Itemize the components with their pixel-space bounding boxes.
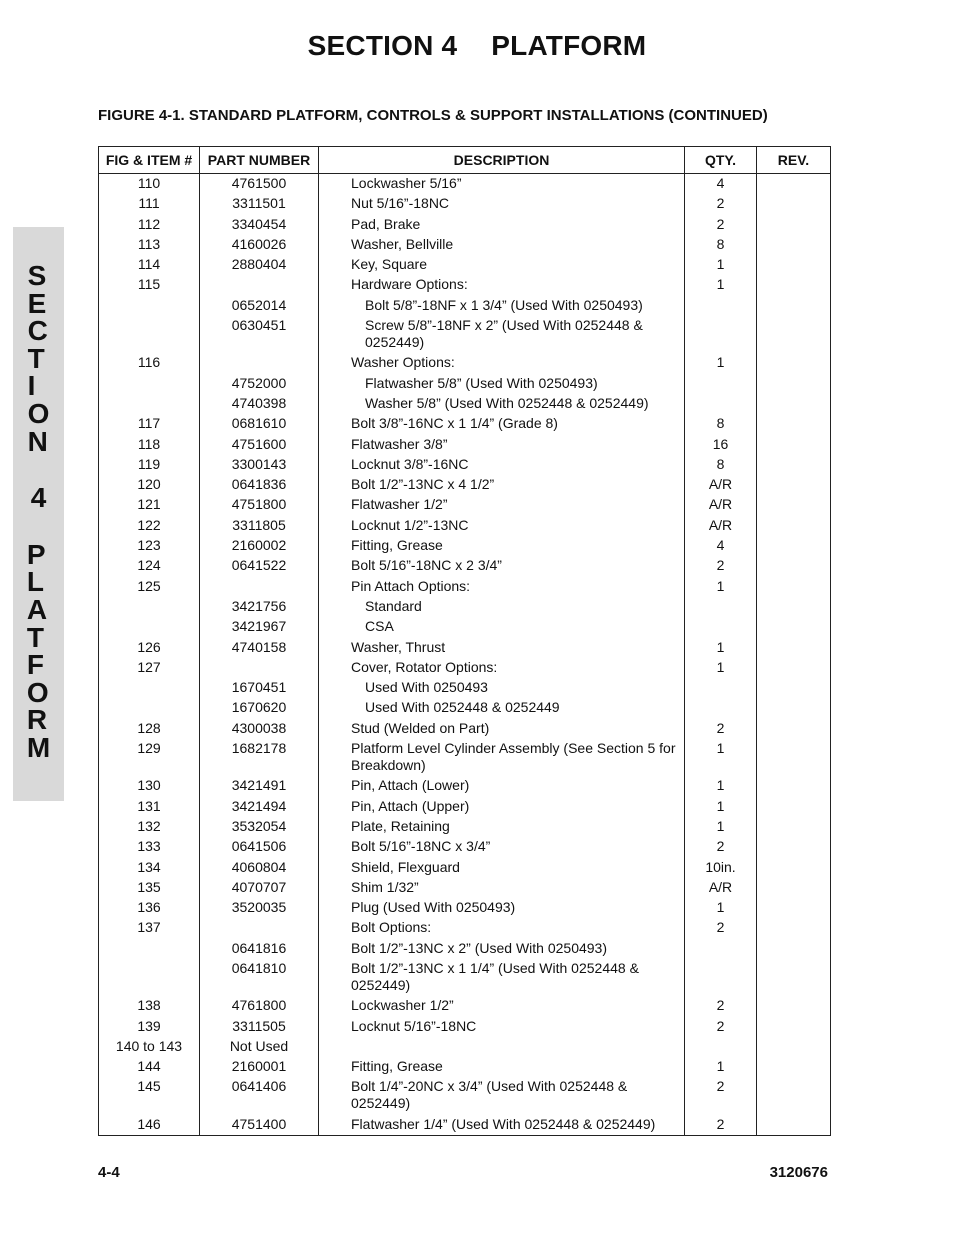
cell-fig-item: 137 — [99, 919, 200, 939]
cell-description: Washer, Bellville — [319, 236, 685, 256]
header-rev: REV. — [757, 147, 831, 174]
cell-part-number: 4761800 — [200, 997, 319, 1017]
cell-qty — [685, 598, 757, 618]
table-row — [99, 720, 831, 740]
cell-fig-item — [99, 960, 200, 997]
cell-rev — [757, 1116, 831, 1136]
cell-description: Key, Square — [319, 256, 685, 276]
cell-part-number: 0681610 — [200, 415, 319, 435]
side-section-tab — [13, 227, 64, 801]
cell-rev — [757, 297, 831, 317]
cell-description — [319, 1038, 685, 1058]
side-tab-letter: C — [27, 315, 48, 347]
cell-part-number: 0641836 — [200, 476, 319, 496]
cell-rev — [757, 639, 831, 659]
cell-rev — [757, 456, 831, 476]
cell-qty: 1 — [685, 639, 757, 659]
cell-rev — [757, 598, 831, 618]
cell-description: Plug (Used With 0250493) — [319, 899, 685, 919]
cell-rev — [757, 940, 831, 960]
table-row — [99, 195, 831, 215]
table-row — [99, 679, 831, 699]
cell-rev — [757, 1018, 831, 1038]
cell-qty: A/R — [685, 517, 757, 537]
cell-rev — [757, 436, 831, 456]
cell-part-number: 0641816 — [200, 940, 319, 960]
cell-part-number: 4740158 — [200, 639, 319, 659]
cell-rev — [757, 517, 831, 537]
cell-fig-item: 126 — [99, 639, 200, 659]
cell-fig-item: 111 — [99, 195, 200, 215]
cell-description: Shim 1/32” — [319, 879, 685, 899]
cell-part-number: 0641506 — [200, 838, 319, 858]
cell-rev — [757, 997, 831, 1017]
cell-fig-item: 118 — [99, 436, 200, 456]
table-row — [99, 777, 831, 797]
cell-rev — [757, 1038, 831, 1058]
cell-qty: 1 — [685, 1058, 757, 1078]
cell-rev — [757, 699, 831, 719]
cell-rev — [757, 777, 831, 797]
cell-fig-item — [99, 940, 200, 960]
cell-rev — [757, 415, 831, 435]
cell-rev — [757, 354, 831, 374]
cell-part-number: 3421967 — [200, 618, 319, 638]
cell-part-number: 4300038 — [200, 720, 319, 740]
cell-description: Locknut 1/2”-13NC — [319, 517, 685, 537]
cell-fig-item — [99, 375, 200, 395]
cell-description: Bolt 5/16”-18NC x 3/4” — [319, 838, 685, 858]
cell-description: Flatwasher 1/2” — [319, 496, 685, 516]
cell-part-number: 1682178 — [200, 740, 319, 777]
table-row — [99, 236, 831, 256]
cell-part-number: 0630451 — [200, 317, 319, 354]
cell-rev — [757, 798, 831, 818]
cell-qty — [685, 699, 757, 719]
cell-qty: 8 — [685, 236, 757, 256]
cell-fig-item: 123 — [99, 537, 200, 557]
cell-fig-item: 128 — [99, 720, 200, 740]
cell-qty: 8 — [685, 456, 757, 476]
table-row — [99, 879, 831, 899]
cell-part-number: 3340454 — [200, 216, 319, 236]
cell-fig-item: 139 — [99, 1018, 200, 1038]
cell-fig-item: 127 — [99, 659, 200, 679]
cell-fig-item — [99, 297, 200, 317]
cell-qty: 1 — [685, 899, 757, 919]
cell-qty — [685, 317, 757, 354]
cell-qty: 1 — [685, 276, 757, 296]
cell-rev — [757, 557, 831, 577]
cell-rev — [757, 899, 831, 919]
cell-qty: 1 — [685, 818, 757, 838]
cell-description: Bolt 1/4”-20NC x 3/4” (Used With 0252448 & 0252449) — [319, 1078, 685, 1115]
side-tab-letter: T — [27, 342, 45, 374]
table-row — [99, 859, 831, 879]
table-row — [99, 276, 831, 296]
table-row — [99, 415, 831, 435]
cell-part-number: 3300143 — [200, 456, 319, 476]
cell-qty: 2 — [685, 557, 757, 577]
header-qty: QTY. — [685, 147, 757, 174]
section-number: SECTION 4 — [307, 30, 458, 61]
cell-qty: 1 — [685, 798, 757, 818]
cell-qty: 10in. — [685, 859, 757, 879]
cell-rev — [757, 216, 831, 236]
cell-qty: 1 — [685, 354, 757, 374]
cell-rev — [757, 317, 831, 354]
cell-description: Nut 5/16”-18NC — [319, 195, 685, 215]
table-header-row — [99, 147, 831, 174]
table-row — [99, 1038, 831, 1058]
cell-description: Pin, Attach (Upper) — [319, 798, 685, 818]
cell-fig-item: 138 — [99, 997, 200, 1017]
cell-fig-item: 119 — [99, 456, 200, 476]
table-row — [99, 1058, 831, 1078]
cell-description: Flatwasher 3/8” — [319, 436, 685, 456]
cell-rev — [757, 1078, 831, 1115]
side-tab-letter: M — [26, 731, 51, 763]
cell-description: Lockwasher 5/16” — [319, 174, 685, 196]
table-row — [99, 317, 831, 354]
cell-description: Washer Options: — [319, 354, 685, 374]
cell-description: Bolt Options: — [319, 919, 685, 939]
cell-fig-item: 131 — [99, 798, 200, 818]
side-tab-word — [26, 538, 51, 763]
cell-fig-item: 132 — [99, 818, 200, 838]
cell-fig-item — [99, 679, 200, 699]
cell-fig-item: 114 — [99, 256, 200, 276]
cell-part-number: 3520035 — [200, 899, 319, 919]
cell-fig-item: 133 — [99, 838, 200, 858]
table-row — [99, 297, 831, 317]
table-row — [99, 256, 831, 276]
side-tab-letter: S — [27, 260, 47, 291]
cell-description: Used With 0250493 — [319, 679, 685, 699]
cell-qty: 1 — [685, 578, 757, 598]
cell-description: Standard — [319, 598, 685, 618]
cell-qty: 1 — [685, 659, 757, 679]
cell-qty: 1 — [685, 777, 757, 797]
cell-qty: 16 — [685, 436, 757, 456]
cell-qty: 2 — [685, 1078, 757, 1115]
table-row — [99, 618, 831, 638]
cell-description: Pad, Brake — [319, 216, 685, 236]
table-row — [99, 1116, 831, 1136]
cell-fig-item: 122 — [99, 517, 200, 537]
cell-qty: 2 — [685, 720, 757, 740]
cell-qty: 4 — [685, 174, 757, 196]
cell-description: Platform Level Cylinder Assembly (See Section 5 for Breakdown) — [319, 740, 685, 777]
table-row — [99, 476, 831, 496]
cell-part-number: 3532054 — [200, 818, 319, 838]
cell-fig-item: 136 — [99, 899, 200, 919]
cell-rev — [757, 375, 831, 395]
cell-description: Plate, Retaining — [319, 818, 685, 838]
figure-title: FIGURE 4-1. STANDARD PLATFORM, CONTROLS & SUPPORT INSTALLATIONS (CONTINUED) — [98, 107, 768, 124]
cell-description: Locknut 5/16”-18NC — [319, 1018, 685, 1038]
table-row — [99, 1018, 831, 1038]
table-row — [99, 216, 831, 236]
cell-part-number: 3421491 — [200, 777, 319, 797]
cell-part-number: 2160001 — [200, 1058, 319, 1078]
side-tab-letter: P — [26, 538, 46, 570]
cell-part-number: 3311505 — [200, 1018, 319, 1038]
side-tab-letter: A — [26, 593, 48, 625]
cell-description: Pin, Attach (Lower) — [319, 777, 685, 797]
cell-part-number: 1670451 — [200, 679, 319, 699]
cell-description: Screw 5/8”-18NF x 2” (Used With 0252448 & 0252449) — [319, 317, 685, 354]
cell-qty: A/R — [685, 476, 757, 496]
table-row — [99, 997, 831, 1017]
header-part-number: PART NUMBER — [200, 147, 319, 174]
cell-part-number: 0641406 — [200, 1078, 319, 1115]
table-row — [99, 174, 831, 196]
page-number: 4-4 — [98, 1164, 120, 1181]
cell-part-number — [200, 578, 319, 598]
side-tab-letter: O — [27, 397, 50, 429]
cell-part-number: 4761500 — [200, 174, 319, 196]
cell-rev — [757, 618, 831, 638]
cell-qty — [685, 375, 757, 395]
section-title — [0, 30, 954, 62]
side-tab-letter: 4 — [30, 482, 47, 514]
table-row — [99, 639, 831, 659]
cell-description: Bolt 5/16”-18NC x 2 3/4” — [319, 557, 685, 577]
cell-rev — [757, 679, 831, 699]
cell-rev — [757, 395, 831, 415]
cell-description: Bolt 1/2”-13NC x 2” (Used With 0250493) — [319, 940, 685, 960]
cell-fig-item: 116 — [99, 354, 200, 374]
cell-rev — [757, 537, 831, 557]
cell-rev — [757, 236, 831, 256]
parts-table — [98, 146, 831, 1136]
cell-description: Locknut 3/8”-16NC — [319, 456, 685, 476]
cell-qty: A/R — [685, 496, 757, 516]
cell-qty: 2 — [685, 997, 757, 1017]
cell-part-number: 1670620 — [200, 699, 319, 719]
cell-description: Flatwasher 5/8” (Used With 0250493) — [319, 375, 685, 395]
cell-fig-item: 110 — [99, 174, 200, 196]
cell-part-number — [200, 354, 319, 374]
cell-part-number: 4060804 — [200, 859, 319, 879]
cell-part-number: 2160002 — [200, 537, 319, 557]
cell-rev — [757, 256, 831, 276]
cell-part-number: 4740398 — [200, 395, 319, 415]
table-row — [99, 598, 831, 618]
table-row — [99, 395, 831, 415]
table-row — [99, 818, 831, 838]
side-tab-word — [31, 484, 47, 512]
table-row — [99, 496, 831, 516]
cell-description: Hardware Options: — [319, 276, 685, 296]
table-row — [99, 960, 831, 997]
document-number: 3120676 — [769, 1164, 828, 1181]
cell-qty — [685, 960, 757, 997]
cell-qty — [685, 679, 757, 699]
cell-qty: 4 — [685, 537, 757, 557]
table-row — [99, 919, 831, 939]
cell-qty — [685, 618, 757, 638]
table-row — [99, 578, 831, 598]
table-row — [99, 838, 831, 858]
cell-fig-item: 115 — [99, 276, 200, 296]
cell-fig-item — [99, 317, 200, 354]
cell-part-number: 4070707 — [200, 879, 319, 899]
table-row — [99, 659, 831, 679]
cell-part-number: 0652014 — [200, 297, 319, 317]
table-row — [99, 436, 831, 456]
table-row — [99, 537, 831, 557]
header-fig-item: FIG & ITEM # — [99, 147, 200, 174]
cell-fig-item: 125 — [99, 578, 200, 598]
cell-description: CSA — [319, 618, 685, 638]
side-tab-letter: O — [26, 676, 49, 708]
side-tab-word — [28, 262, 50, 455]
cell-description: Bolt 1/2”-13NC x 1 1/4” (Used With 0252448 & 0252449) — [319, 960, 685, 997]
cell-fig-item: 134 — [99, 859, 200, 879]
cell-qty: 2 — [685, 838, 757, 858]
cell-description: Washer, Thrust — [319, 639, 685, 659]
cell-rev — [757, 476, 831, 496]
cell-fig-item: 144 — [99, 1058, 200, 1078]
cell-fig-item: 112 — [99, 216, 200, 236]
cell-qty: 2 — [685, 919, 757, 939]
cell-part-number: 3421494 — [200, 798, 319, 818]
side-tab-letter: N — [27, 425, 48, 457]
cell-description: Flatwasher 1/4” (Used With 0252448 & 0252449) — [319, 1116, 685, 1136]
table-row — [99, 456, 831, 476]
cell-fig-item: 120 — [99, 476, 200, 496]
cell-rev — [757, 174, 831, 196]
table-row — [99, 940, 831, 960]
table-row — [99, 798, 831, 818]
cell-part-number: 3311501 — [200, 195, 319, 215]
cell-part-number: 3421756 — [200, 598, 319, 618]
cell-qty: 2 — [685, 195, 757, 215]
cell-qty — [685, 940, 757, 960]
cell-fig-item: 129 — [99, 740, 200, 777]
cell-part-number: 4752000 — [200, 375, 319, 395]
cell-fig-item: 146 — [99, 1116, 200, 1136]
cell-rev — [757, 276, 831, 296]
cell-part-number: 4751800 — [200, 496, 319, 516]
table-row — [99, 354, 831, 374]
cell-description: Stud (Welded on Part) — [319, 720, 685, 740]
cell-description: Pin Attach Options: — [319, 578, 685, 598]
section-name: PLATFORM — [491, 30, 647, 61]
header-description: DESCRIPTION — [319, 147, 685, 174]
cell-rev — [757, 195, 831, 215]
cell-fig-item: 135 — [99, 879, 200, 899]
cell-description: Washer 5/8” (Used With 0252448 & 0252449) — [319, 395, 685, 415]
cell-description: Bolt 1/2”-13NC x 4 1/2” — [319, 476, 685, 496]
cell-description: Used With 0252448 & 0252449 — [319, 699, 685, 719]
side-tab-letter: F — [26, 649, 44, 681]
cell-description: Fitting, Grease — [319, 537, 685, 557]
cell-fig-item — [99, 699, 200, 719]
cell-qty: A/R — [685, 879, 757, 899]
cell-rev — [757, 578, 831, 598]
cell-part-number: 0641522 — [200, 557, 319, 577]
cell-fig-item — [99, 618, 200, 638]
cell-rev — [757, 859, 831, 879]
table-row — [99, 557, 831, 577]
cell-fig-item: 140 to 143 — [99, 1038, 200, 1058]
cell-part-number: 4160026 — [200, 236, 319, 256]
cell-fig-item: 113 — [99, 236, 200, 256]
cell-description: Lockwasher 1/2” — [319, 997, 685, 1017]
cell-qty — [685, 1038, 757, 1058]
cell-fig-item: 124 — [99, 557, 200, 577]
cell-fig-item: 121 — [99, 496, 200, 516]
table-row — [99, 699, 831, 719]
side-tab-letter: R — [26, 704, 48, 736]
cell-qty — [685, 297, 757, 317]
table-row — [99, 740, 831, 777]
cell-rev — [757, 1058, 831, 1078]
cell-rev — [757, 879, 831, 899]
cell-part-number — [200, 659, 319, 679]
cell-part-number: 2880404 — [200, 256, 319, 276]
cell-description: Bolt 3/8”-16NC x 1 1/4” (Grade 8) — [319, 415, 685, 435]
side-tab-letter: L — [26, 566, 44, 598]
cell-rev — [757, 818, 831, 838]
cell-rev — [757, 720, 831, 740]
cell-fig-item: 130 — [99, 777, 200, 797]
cell-part-number: 3311805 — [200, 517, 319, 537]
side-tab-letter: I — [27, 370, 36, 402]
cell-part-number: 4751600 — [200, 436, 319, 456]
table-row — [99, 1078, 831, 1115]
cell-description: Fitting, Grease — [319, 1058, 685, 1078]
side-tab-letter: E — [27, 287, 47, 319]
cell-fig-item: 117 — [99, 415, 200, 435]
cell-qty: 2 — [685, 1116, 757, 1136]
cell-fig-item — [99, 598, 200, 618]
cell-qty: 1 — [685, 740, 757, 777]
table-row — [99, 517, 831, 537]
cell-rev — [757, 659, 831, 679]
cell-description: Cover, Rotator Options: — [319, 659, 685, 679]
cell-qty — [685, 395, 757, 415]
cell-qty: 2 — [685, 1018, 757, 1038]
cell-part-number: Not Used — [200, 1038, 319, 1058]
cell-qty: 1 — [685, 256, 757, 276]
cell-rev — [757, 496, 831, 516]
cell-part-number: 4751400 — [200, 1116, 319, 1136]
cell-fig-item — [99, 395, 200, 415]
cell-description: Bolt 5/8”-18NF x 1 3/4” (Used With 0250493) — [319, 297, 685, 317]
cell-part-number: 0641810 — [200, 960, 319, 997]
cell-fig-item: 145 — [99, 1078, 200, 1115]
cell-rev — [757, 919, 831, 939]
cell-description: Shield, Flexguard — [319, 859, 685, 879]
cell-qty: 8 — [685, 415, 757, 435]
cell-part-number — [200, 919, 319, 939]
table-row — [99, 375, 831, 395]
cell-rev — [757, 740, 831, 777]
cell-rev — [757, 838, 831, 858]
side-tab-letter: T — [26, 621, 44, 653]
cell-qty: 2 — [685, 216, 757, 236]
cell-part-number — [200, 276, 319, 296]
table-row — [99, 899, 831, 919]
cell-rev — [757, 960, 831, 997]
